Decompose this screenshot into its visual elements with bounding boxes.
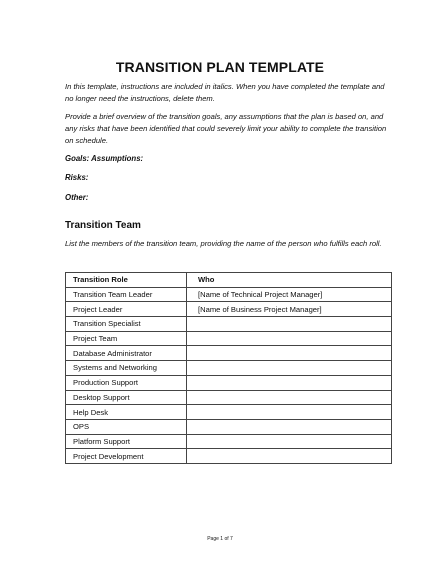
role-cell: Systems and Networking [66,361,187,376]
table-row [66,331,392,346]
transition-team-heading: Transition Team [65,220,141,231]
role-cell: Transition Specialist [66,317,187,332]
table-row [66,302,392,317]
who-cell [187,419,392,434]
who-cell [187,449,392,464]
table-header-row [66,273,392,288]
who-cell [187,361,392,376]
role-cell: Desktop Support [66,390,187,405]
table-row [66,346,392,361]
role-cell: Project Leader [66,302,187,317]
table-row [66,361,392,376]
role-cell: Database Administrator [66,346,187,361]
role-cell: Help Desk [66,405,187,420]
who-cell [187,405,392,420]
risks-label: Risks: [65,173,89,182]
who-cell [187,390,392,405]
table-row [66,390,392,405]
intro-paragraph: In this template, instructions are included in italics. When you have completed the template and no longer need the instructions, delete them. [65,82,385,103]
who-cell [187,346,392,361]
table-row [66,375,392,390]
table-row [66,287,392,302]
role-cell: Transition Team Leader [66,287,187,302]
other-label: Other: [65,193,89,202]
table-row [66,405,392,420]
table-row [66,419,392,434]
role-cell: Production Support [66,375,187,390]
page-footer: Page 1 of 7 [207,536,233,542]
who-cell [187,331,392,346]
header-who: Who [187,273,392,288]
role-cell: Project Development [66,449,187,464]
who-cell: [Name of Technical Project Manager] [187,287,392,302]
who-cell [187,434,392,449]
goals-assumptions-label: Goals: Assumptions: [65,154,144,163]
team-instructions-paragraph: List the members of the transition team, providing the name of the person who fulfills each roll. [65,239,382,248]
table-row [66,449,392,464]
role-cell: Project Team [66,331,187,346]
who-cell: [Name of Business Project Manager] [187,302,392,317]
who-cell [187,375,392,390]
table-row [66,317,392,332]
header-role: Transition Role [66,273,187,288]
role-cell: Platform Support [66,434,187,449]
transition-roles-table [65,272,392,464]
table-row [66,434,392,449]
role-cell: OPS [66,419,187,434]
who-cell [187,317,392,332]
document-title: TRANSITION PLAN TEMPLATE [115,59,325,75]
overview-paragraph: Provide a brief overview of the transition goals, any assumptions that the plan is based on, and any risks that have been identified that could severely limit your ability to complete the transition on schedule. [65,112,387,145]
